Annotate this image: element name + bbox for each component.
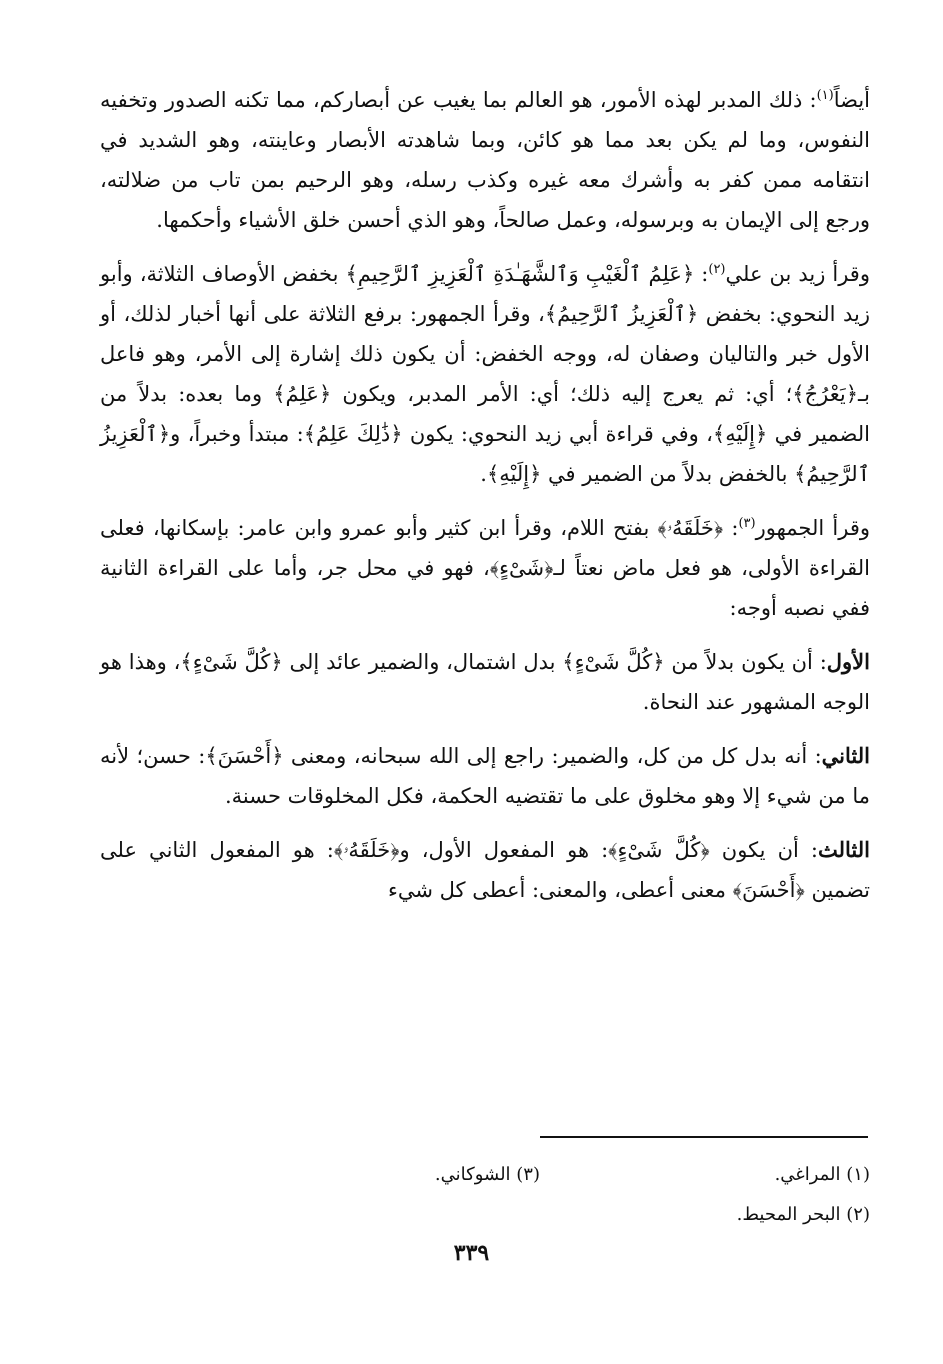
paragraph-second-aspect: [100, 736, 870, 816]
paragraph-text: : ﴿خَلَقَهُۥ﴾ بفتح اللام، وقرأ ابن كثير وأبو عمرو وابن عامر: بإسكانها، فعلى القراءة الأولى، هو فعل ماض نعتاً لـ﴿شَىْءٍ﴾، فهو في محل جر، وأما على القراءة الثانية ففي نصبه أوجه:: [100, 516, 870, 620]
footnote-ref[interactable]: (٢): [708, 262, 726, 277]
paragraph-third-aspect: [100, 830, 870, 910]
page-body: [100, 80, 870, 924]
paragraph-3: [100, 508, 870, 628]
paragraph-lead: أيضاً: [833, 88, 870, 112]
footnote-ref[interactable]: (١): [816, 88, 834, 103]
paragraph-text: : ذلك المدبر لهذه الأمور، هو العالم بما يغيب عن أبصاركم، مما تكنه الصدور وتخفيه النفوس، وما لم يكن بعد مما هو كائن، وبما شاهدته الأبصار وعاينته، وهو الشديد في انتقامه ممن كفر به وأشرك معه غيره وكذب رسله، وهو الرحيم بمن تاب من ضلالته، ورجع إلى الإيمان به وبرسوله، وعمل صالحاً، وهو الذي أحسن خلق الأشياء وأحكمها.: [100, 88, 870, 232]
footnotes: [100, 1154, 870, 1234]
footnote-row: [100, 1154, 870, 1194]
paragraph-lead: وقرأ زيد بن علي: [725, 262, 870, 286]
paragraph-text: : أنه بدل كل من كل، والضمير: راجع إلى الله سبحانه، ومعنى ﴿أَحْسَنَ﴾: حسن؛ لأنه ما من شيء إلا وهو مخلوق على ما تقتضيه الحكمة، فكل المخلوقات حسنة.: [100, 744, 870, 808]
page-number: ٣٣٩: [453, 1240, 490, 1266]
footnote-divider: [540, 1136, 868, 1138]
paragraph-text: : أن يكون بدلاً من ﴿كُلَّ شَىْءٍ﴾ بدل اشتمال، والضمير عائد إلى ﴿كُلَّ شَىْءٍ﴾، وهذا هو الوجه المشهور عند النحاة.: [100, 650, 870, 714]
paragraph-heading: الثاني: [821, 743, 870, 768]
paragraph-2: [100, 254, 870, 494]
footnote-row: [100, 1194, 870, 1234]
footnote-2: (٢) البحر المحيط.: [736, 1203, 870, 1225]
footnote-1: (١) المراغي.: [774, 1163, 870, 1185]
paragraph-heading: الأول: [826, 649, 870, 674]
paragraph-text: : ﴿عَلِمُ ٱلْغَيْبِ وَٱلشَّهَـٰدَةِ ٱلْعَزِيزِ ٱلرَّحِيمِ﴾ بخفض الأوصاف الثلاثة، وأبو زيد النحوي: بخفض ﴿ٱلْعَزِيزُ ٱلرَّحِيمُ﴾، وقرأ الجمهور: برفع الثلاثة على أنها أخبار لذلك، أو الأول خبر والتاليان وصفان له، ووجه الخفض: أن يكون ذلك إشارة إلى الأمر، وهو فاعل بـ﴿يَعْرُجُ﴾؛ أي: ثم يعرج إليه ذلك؛ أي: الأمر المدبر، ويكون ﴿عَلِمُ﴾ وما بعده: بدلاً من الضمير في ﴿إِلَيْهِ﴾، وفي قراءة أبي زيد النحوي: يكون ﴿ذَٰلِكَ عَلِمُ﴾: مبتدأ وخبراً، و﴿ٱلْعَزِيزُ ٱلرَّحِيمُ﴾ بالخفض بدلاً من الضمير في ﴿إِلَيْهِ﴾.: [100, 262, 870, 486]
footnote-3: (٣) الشوكاني.: [434, 1163, 540, 1185]
paragraph-text: : أن يكون ﴿كُلَّ شَىْءٍ﴾: هو المفعول الأول، و﴿خَلَقَهُۥ﴾: هو المفعول الثاني على تضمين ﴿أَحْسَنَ﴾ معنى أعطى، والمعنى: أعطى كل شيء: [100, 838, 870, 902]
paragraph-lead: وقرأ الجمهور: [755, 516, 871, 540]
paragraph-first-aspect: [100, 642, 870, 722]
footnote-ref[interactable]: (٣): [738, 516, 756, 531]
paragraph-heading: الثالث: [818, 837, 870, 862]
paragraph-1: [100, 80, 870, 240]
